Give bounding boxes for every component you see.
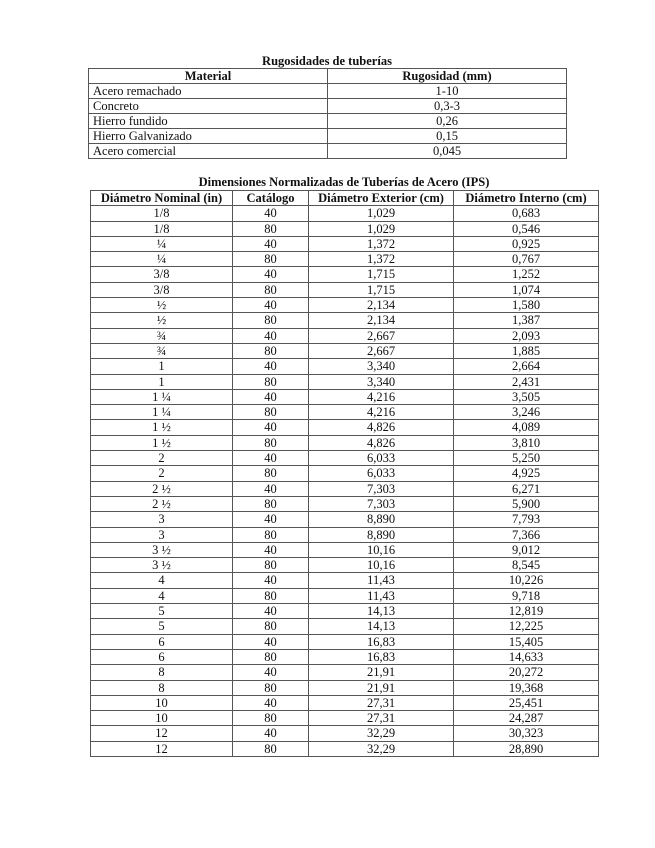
table-row [89, 129, 567, 144]
table-row [91, 588, 599, 603]
inner-diameter-cell: 10,226 [454, 573, 599, 588]
schedule-cell: 80 [233, 374, 309, 389]
nominal-diameter-cell: 5 [91, 619, 233, 634]
nominal-diameter-cell: 1 ¼ [91, 405, 233, 420]
outer-diameter-cell: 4,216 [309, 389, 454, 404]
inner-diameter-cell: 12,819 [454, 604, 599, 619]
outer-diameter-cell: 21,91 [309, 665, 454, 680]
table-header-row [91, 191, 599, 206]
outer-diameter-cell: 7,303 [309, 496, 454, 511]
outer-diameter-cell: 27,31 [309, 711, 454, 726]
material-cell: Acero remachado [89, 84, 328, 99]
schedule-cell: 80 [233, 435, 309, 450]
inner-diameter-cell: 7,793 [454, 512, 599, 527]
inner-diameter-cell: 9,718 [454, 588, 599, 603]
nominal-diameter-cell: 8 [91, 680, 233, 695]
schedule-cell: 40 [233, 267, 309, 282]
table-row [91, 512, 599, 527]
table-row [91, 496, 599, 511]
table-row [91, 328, 599, 343]
schedule-cell: 40 [233, 359, 309, 374]
inner-diameter-cell: 30,323 [454, 726, 599, 741]
outer-diameter-cell: 32,29 [309, 726, 454, 741]
header-outer-diameter: Diámetro Exterior (cm) [309, 191, 454, 206]
inner-diameter-cell: 4,925 [454, 466, 599, 481]
roughness-cell: 0,3-3 [328, 99, 567, 114]
table-row [91, 741, 599, 756]
roughness-cell: 1-10 [328, 84, 567, 99]
nominal-diameter-cell: ¼ [91, 236, 233, 251]
schedule-cell: 40 [233, 695, 309, 710]
nominal-diameter-cell: ¼ [91, 252, 233, 267]
table-row [91, 420, 599, 435]
outer-diameter-cell: 1,029 [309, 221, 454, 236]
roughness-table [88, 68, 567, 159]
inner-diameter-cell: 0,925 [454, 236, 599, 251]
nominal-diameter-cell: 3 [91, 527, 233, 542]
nominal-diameter-cell: 3 ½ [91, 558, 233, 573]
header-material: Material [89, 69, 328, 84]
table-row [91, 343, 599, 358]
nominal-diameter-cell: 2 [91, 466, 233, 481]
outer-diameter-cell: 4,826 [309, 435, 454, 450]
schedule-cell: 40 [233, 236, 309, 251]
schedule-cell: 80 [233, 527, 309, 542]
nominal-diameter-cell: 6 [91, 634, 233, 649]
material-cell: Hierro Galvanizado [89, 129, 328, 144]
nominal-diameter-cell: 1 [91, 374, 233, 389]
table-row [91, 282, 599, 297]
schedule-cell: 80 [233, 343, 309, 358]
nominal-diameter-cell: 3/8 [91, 267, 233, 282]
inner-diameter-cell: 2,431 [454, 374, 599, 389]
roughness-cell: 0,26 [328, 114, 567, 129]
nominal-diameter-cell: 12 [91, 741, 233, 756]
table-row [91, 711, 599, 726]
outer-diameter-cell: 2,667 [309, 328, 454, 343]
nominal-diameter-cell: ½ [91, 313, 233, 328]
table-row [91, 695, 599, 710]
outer-diameter-cell: 4,826 [309, 420, 454, 435]
schedule-cell: 40 [233, 451, 309, 466]
inner-diameter-cell: 7,366 [454, 527, 599, 542]
table-row [91, 481, 599, 496]
material-cell: Hierro fundido [89, 114, 328, 129]
roughness-table-title: Rugosidades de tuberías [262, 54, 392, 68]
schedule-cell: 40 [233, 420, 309, 435]
inner-diameter-cell: 5,250 [454, 451, 599, 466]
nominal-diameter-cell: ½ [91, 298, 233, 313]
outer-diameter-cell: 2,667 [309, 343, 454, 358]
table-row [91, 435, 599, 450]
schedule-cell: 40 [233, 726, 309, 741]
schedule-cell: 80 [233, 649, 309, 664]
outer-diameter-cell: 1,372 [309, 236, 454, 251]
inner-diameter-cell: 14,633 [454, 649, 599, 664]
nominal-diameter-cell: 8 [91, 665, 233, 680]
table-row [91, 359, 599, 374]
table-row [91, 221, 599, 236]
inner-diameter-cell: 1,387 [454, 313, 599, 328]
header-nominal-diameter: Diámetro Nominal (in) [91, 191, 233, 206]
nominal-diameter-cell: 3/8 [91, 282, 233, 297]
outer-diameter-cell: 1,715 [309, 282, 454, 297]
outer-diameter-cell: 16,83 [309, 649, 454, 664]
material-cell: Acero comercial [89, 144, 328, 159]
inner-diameter-cell: 5,900 [454, 496, 599, 511]
inner-diameter-cell: 1,074 [454, 282, 599, 297]
schedule-cell: 80 [233, 221, 309, 236]
outer-diameter-cell: 32,29 [309, 741, 454, 756]
table-row [91, 527, 599, 542]
table-row [91, 726, 599, 741]
table-header-row [89, 69, 567, 84]
nominal-diameter-cell: 5 [91, 604, 233, 619]
header-inner-diameter: Diámetro Interno (cm) [454, 191, 599, 206]
header-roughness: Rugosidad (mm) [328, 69, 567, 84]
schedule-cell: 80 [233, 252, 309, 267]
schedule-cell: 80 [233, 619, 309, 634]
table-row [91, 558, 599, 573]
inner-diameter-cell: 6,271 [454, 481, 599, 496]
nominal-diameter-cell: 1/8 [91, 221, 233, 236]
outer-diameter-cell: 10,16 [309, 542, 454, 557]
outer-diameter-cell: 6,033 [309, 466, 454, 481]
nominal-diameter-cell: 2 ½ [91, 496, 233, 511]
outer-diameter-cell: 16,83 [309, 634, 454, 649]
table-row [91, 252, 599, 267]
inner-diameter-cell: 19,368 [454, 680, 599, 695]
pipe-table-title: Dimensiones Normalizadas de Tuberías de Acero (IPS) [198, 175, 490, 189]
outer-diameter-cell: 1,029 [309, 206, 454, 221]
table-row [91, 649, 599, 664]
schedule-cell: 80 [233, 496, 309, 511]
table-row [91, 389, 599, 404]
nominal-diameter-cell: 3 [91, 512, 233, 527]
schedule-cell: 40 [233, 206, 309, 221]
nominal-diameter-cell: 10 [91, 695, 233, 710]
table-row [91, 206, 599, 221]
schedule-cell: 40 [233, 665, 309, 680]
inner-diameter-cell: 9,012 [454, 542, 599, 557]
nominal-diameter-cell: 2 [91, 451, 233, 466]
schedule-cell: 40 [233, 512, 309, 527]
table-row [89, 84, 567, 99]
roughness-cell: 0,15 [328, 129, 567, 144]
inner-diameter-cell: 2,093 [454, 328, 599, 343]
schedule-cell: 80 [233, 405, 309, 420]
inner-diameter-cell: 28,890 [454, 741, 599, 756]
schedule-cell: 40 [233, 298, 309, 313]
outer-diameter-cell: 14,13 [309, 604, 454, 619]
nominal-diameter-cell: ¾ [91, 328, 233, 343]
schedule-cell: 80 [233, 282, 309, 297]
nominal-diameter-cell: 4 [91, 588, 233, 603]
table-row [91, 236, 599, 251]
schedule-cell: 80 [233, 558, 309, 573]
schedule-cell: 40 [233, 634, 309, 649]
outer-diameter-cell: 11,43 [309, 573, 454, 588]
outer-diameter-cell: 6,033 [309, 451, 454, 466]
table-row [91, 680, 599, 695]
table-row [91, 604, 599, 619]
table-row [91, 374, 599, 389]
table-row [89, 114, 567, 129]
table-row [91, 634, 599, 649]
inner-diameter-cell: 3,810 [454, 435, 599, 450]
schedule-cell: 80 [233, 711, 309, 726]
nominal-diameter-cell: 12 [91, 726, 233, 741]
inner-diameter-cell: 3,505 [454, 389, 599, 404]
nominal-diameter-cell: 1 ½ [91, 420, 233, 435]
inner-diameter-cell: 1,885 [454, 343, 599, 358]
roughness-cell: 0,045 [328, 144, 567, 159]
nominal-diameter-cell: 2 ½ [91, 481, 233, 496]
nominal-diameter-cell: 10 [91, 711, 233, 726]
header-schedule: Catálogo [233, 191, 309, 206]
nominal-diameter-cell: 1 ¼ [91, 389, 233, 404]
table-row [91, 619, 599, 634]
nominal-diameter-cell: 1/8 [91, 206, 233, 221]
schedule-cell: 40 [233, 542, 309, 557]
outer-diameter-cell: 1,715 [309, 267, 454, 282]
outer-diameter-cell: 27,31 [309, 695, 454, 710]
schedule-cell: 40 [233, 389, 309, 404]
outer-diameter-cell: 21,91 [309, 680, 454, 695]
nominal-diameter-cell: 4 [91, 573, 233, 588]
inner-diameter-cell: 3,246 [454, 405, 599, 420]
inner-diameter-cell: 8,545 [454, 558, 599, 573]
inner-diameter-cell: 24,287 [454, 711, 599, 726]
table-row [91, 451, 599, 466]
outer-diameter-cell: 3,340 [309, 374, 454, 389]
outer-diameter-cell: 11,43 [309, 588, 454, 603]
inner-diameter-cell: 4,089 [454, 420, 599, 435]
table-row [91, 298, 599, 313]
nominal-diameter-cell: 1 [91, 359, 233, 374]
table-row [91, 573, 599, 588]
nominal-diameter-cell: 6 [91, 649, 233, 664]
outer-diameter-cell: 1,372 [309, 252, 454, 267]
outer-diameter-cell: 14,13 [309, 619, 454, 634]
schedule-cell: 40 [233, 481, 309, 496]
table-row [91, 405, 599, 420]
schedule-cell: 80 [233, 466, 309, 481]
outer-diameter-cell: 7,303 [309, 481, 454, 496]
schedule-cell: 80 [233, 588, 309, 603]
table-row [91, 313, 599, 328]
table-row [91, 542, 599, 557]
inner-diameter-cell: 0,546 [454, 221, 599, 236]
inner-diameter-cell: 1,252 [454, 267, 599, 282]
inner-diameter-cell: 2,664 [454, 359, 599, 374]
table-row [91, 466, 599, 481]
table-row [89, 144, 567, 159]
inner-diameter-cell: 20,272 [454, 665, 599, 680]
outer-diameter-cell: 10,16 [309, 558, 454, 573]
nominal-diameter-cell: ¾ [91, 343, 233, 358]
outer-diameter-cell: 8,890 [309, 527, 454, 542]
pipe-dimensions-table [90, 190, 599, 757]
nominal-diameter-cell: 3 ½ [91, 542, 233, 557]
outer-diameter-cell: 2,134 [309, 313, 454, 328]
inner-diameter-cell: 0,683 [454, 206, 599, 221]
inner-diameter-cell: 1,580 [454, 298, 599, 313]
table-row [89, 99, 567, 114]
schedule-cell: 80 [233, 680, 309, 695]
inner-diameter-cell: 15,405 [454, 634, 599, 649]
schedule-cell: 40 [233, 604, 309, 619]
table-row [91, 665, 599, 680]
outer-diameter-cell: 3,340 [309, 359, 454, 374]
inner-diameter-cell: 25,451 [454, 695, 599, 710]
inner-diameter-cell: 0,767 [454, 252, 599, 267]
nominal-diameter-cell: 1 ½ [91, 435, 233, 450]
inner-diameter-cell: 12,225 [454, 619, 599, 634]
material-cell: Concreto [89, 99, 328, 114]
outer-diameter-cell: 2,134 [309, 298, 454, 313]
schedule-cell: 40 [233, 328, 309, 343]
schedule-cell: 80 [233, 313, 309, 328]
outer-diameter-cell: 4,216 [309, 405, 454, 420]
schedule-cell: 40 [233, 573, 309, 588]
outer-diameter-cell: 8,890 [309, 512, 454, 527]
schedule-cell: 80 [233, 741, 309, 756]
table-row [91, 267, 599, 282]
